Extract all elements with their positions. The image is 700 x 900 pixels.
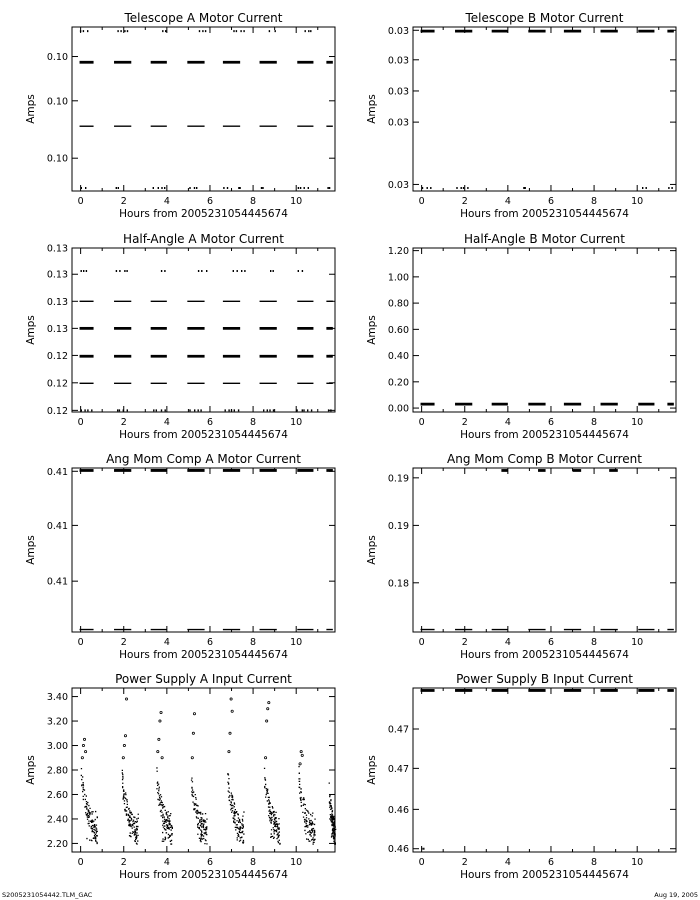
ps-a-outlier-point [161, 757, 163, 759]
half-a-y-tick-label: 0.13 [46, 269, 68, 281]
tel-a-level-4-points [189, 187, 197, 189]
ps-a-x-tick-label: 4 [163, 857, 170, 868]
ang-b-y-tick-label: 0.18 [387, 578, 409, 590]
half-b-y-tick-label: 0.20 [387, 377, 409, 389]
ps-a-outlier-point [123, 744, 125, 746]
half-a-level-1-points [233, 270, 246, 272]
ps-a-y-tick-label: 3.40 [46, 692, 68, 704]
tel-a-chart [25, 11, 335, 220]
ps-a-outlier-point [268, 702, 270, 704]
tel-a-plot-frame [72, 27, 335, 191]
half-a-level-6-points [81, 409, 93, 411]
half-a-y-tick-label: 0.12 [46, 378, 68, 390]
ps-a-y-axis-label: Amps [25, 755, 37, 785]
ang-a-x-tick-label: 2 [120, 637, 127, 648]
half-a-y-tick-label: 0.13 [46, 296, 68, 308]
tel-a-level-1-points [80, 30, 89, 32]
ang-a-title: Ang Mom Comp A Motor Current [106, 452, 301, 466]
half-a-level-6-points [225, 409, 240, 411]
ps-a-outlier-point [84, 751, 86, 753]
tel-a-level-4-points [223, 187, 228, 189]
tel-b-level-2-points [668, 187, 673, 189]
ps-a-y-tick-label: 3.00 [46, 741, 68, 753]
ps-b-y-tick-label: 0.47 [387, 724, 409, 736]
ps-a-burst-points [81, 768, 98, 844]
ps-b-x-tick-label: 8 [591, 857, 598, 868]
half-a-y-tick-label: 0.12 [46, 405, 68, 417]
ang-b-y-tick-label: 0.19 [387, 473, 409, 485]
ps-a-outlier-point [300, 751, 302, 753]
ps-b-x-tick-label: 0 [418, 857, 425, 868]
half-a-level-1-points [81, 270, 88, 272]
half-a-y-tick-label: 0.12 [46, 350, 68, 362]
tel-a-title: Telescope A Motor Current [124, 11, 283, 25]
ang-b-x-tick-label: 8 [591, 637, 598, 648]
ps-a-outlier-point [266, 720, 268, 722]
half-a-y-tick-label: 0.13 [46, 243, 68, 255]
ps-a-burst-points [191, 778, 208, 845]
half-a-level-6-points [117, 409, 128, 411]
half-a-level-1-points [116, 270, 128, 272]
half-b-x-tick-label: 4 [504, 417, 511, 428]
tel-a-y-tick-label: 0.10 [46, 153, 68, 165]
tel-a-x-tick-label: 2 [120, 196, 127, 207]
half-b-x-tick-label: 0 [418, 417, 425, 428]
tel-b-plot-frame [413, 27, 676, 191]
ang-b-plot-frame [413, 468, 676, 632]
ps-a-x-tick-label: 10 [290, 857, 303, 868]
footer-left-label: S2005231054442.TLM_GAC [2, 891, 93, 899]
half-a-x-axis-label: Hours from 2005231054445674 [119, 429, 288, 441]
ang-b-y-tick-label: 0.19 [387, 520, 409, 532]
tel-b-chart [366, 11, 676, 220]
half-b-y-tick-label: 0.60 [387, 324, 409, 336]
ps-a-outlier-point [229, 732, 231, 734]
tel-a-level-1-points [199, 30, 206, 32]
tel-a-x-tick-label: 6 [206, 196, 213, 207]
ps-b-x-tick-label: 4 [504, 857, 511, 868]
ang-b-x-tick-label: 2 [461, 637, 468, 648]
ps-a-x-tick-label: 0 [77, 857, 84, 868]
tel-b-level-2-points [422, 187, 432, 189]
half-a-x-tick-label: 6 [206, 417, 213, 428]
ps-a-outlier-point [124, 735, 126, 737]
half-a-level-6-points [189, 409, 201, 411]
half-a-y-axis-label: Amps [25, 315, 37, 345]
tel-a-level-1-points [233, 30, 244, 32]
ang-b-x-tick-label: 6 [547, 637, 554, 648]
ps-b-plot-frame [413, 688, 676, 852]
ang-a-x-tick-label: 8 [250, 637, 257, 648]
ang-a-y-tick-label: 0.41 [46, 466, 68, 478]
half-b-y-tick-label: 1.20 [387, 246, 409, 258]
tel-b-y-tick-label: 0.03 [387, 117, 409, 129]
half-a-level-6-points [153, 409, 166, 411]
tel-b-y-axis-label: Amps [366, 94, 378, 124]
tel-b-title: Telescope B Motor Current [465, 11, 624, 25]
tel-a-y-tick-label: 0.10 [46, 96, 68, 108]
ang-b-x-axis-label: Hours from 2005231054445674 [460, 649, 629, 661]
ps-a-y-tick-label: 3.20 [46, 716, 68, 728]
tel-a-level-1-points [305, 30, 312, 32]
tel-a-level-4-points [116, 187, 119, 189]
tel-b-y-tick-label: 0.03 [387, 25, 409, 37]
ang-a-x-tick-label: 4 [163, 637, 170, 648]
tel-b-y-tick-label: 0.03 [387, 86, 409, 98]
ps-a-outlier-point [83, 738, 85, 740]
ps-a-outlier-point [231, 710, 233, 712]
half-b-x-tick-label: 10 [631, 417, 644, 428]
half-a-level-1-points [198, 270, 208, 272]
ps-a-x-tick-label: 8 [250, 857, 257, 868]
half-a-x-tick-label: 8 [250, 417, 257, 428]
ps-a-outlier-point [82, 744, 84, 746]
ang-a-x-axis-label: Hours from 2005231054445674 [119, 649, 288, 661]
ps-a-outlier-point [160, 711, 162, 713]
half-a-chart [25, 232, 335, 441]
ps-a-outlier-point [122, 757, 124, 759]
half-a-x-tick-label: 10 [290, 417, 303, 428]
half-a-level-1-points [270, 270, 274, 272]
ang-a-chart [25, 452, 335, 661]
tel-b-level-2-points [523, 187, 526, 189]
tel-a-y-axis-label: Amps [25, 94, 37, 124]
ps-a-x-axis-label: Hours from 2005231054445674 [119, 869, 288, 881]
ps-a-title: Power Supply A Input Current [115, 672, 292, 686]
ps-a-x-tick-label: 2 [120, 857, 127, 868]
half-a-level-6-points [296, 409, 312, 411]
ps-b-y-tick-label: 0.46 [387, 844, 409, 856]
tel-a-level-4-points [261, 187, 264, 189]
ang-b-x-tick-label: 10 [631, 637, 644, 648]
tel-b-x-tick-label: 4 [504, 196, 511, 207]
ps-b-x-axis-label: Hours from 2005231054445674 [460, 869, 629, 881]
half-b-x-tick-label: 2 [461, 417, 468, 428]
tel-b-y-tick-label: 0.03 [387, 179, 409, 191]
ang-a-y-tick-label: 0.41 [46, 520, 68, 532]
ps-a-outlier-point [230, 698, 232, 700]
ps-a-burst-points [264, 768, 281, 845]
half-a-x-tick-label: 2 [120, 417, 127, 428]
tel-a-x-tick-label: 8 [250, 196, 257, 207]
ps-b-x-tick-label: 2 [461, 857, 468, 868]
ps-a-outlier-point [157, 751, 159, 753]
half-b-plot-frame [413, 248, 676, 412]
ps-a-outlier-point [191, 757, 193, 759]
ang-a-y-axis-label: Amps [25, 535, 37, 565]
ang-b-x-tick-label: 0 [418, 637, 425, 648]
ps-a-chart [25, 672, 336, 881]
half-b-title: Half-Angle B Motor Current [464, 232, 625, 246]
ps-b-chart [366, 672, 676, 881]
half-a-x-tick-label: 4 [163, 417, 170, 428]
ps-b-level-2-points [421, 848, 424, 850]
ps-a-outlier-point [158, 738, 160, 740]
footer-date-label: Aug 19, 2005 [654, 891, 698, 899]
tel-b-x-tick-label: 10 [631, 196, 644, 207]
ps-a-outlier-point [193, 713, 195, 715]
ps-a-outlier-point [125, 698, 127, 700]
tel-a-level-4-points [298, 187, 309, 189]
ang-a-x-tick-label: 0 [77, 637, 84, 648]
half-b-x-tick-label: 8 [591, 417, 598, 428]
tel-a-x-axis-label: Hours from 2005231054445674 [119, 208, 288, 220]
half-b-x-tick-label: 6 [547, 417, 554, 428]
tel-a-y-tick-label: 0.10 [46, 52, 68, 64]
ang-a-x-tick-label: 6 [206, 637, 213, 648]
ps-a-y-tick-label: 2.20 [46, 838, 68, 850]
ps-a-outlier-point [264, 757, 266, 759]
half-a-level-6-points [263, 409, 274, 411]
tel-b-x-tick-label: 2 [461, 196, 468, 207]
ps-b-y-tick-label: 0.47 [387, 763, 409, 775]
half-a-title: Half-Angle A Motor Current [123, 232, 284, 246]
half-b-x-axis-label: Hours from 2005231054445674 [460, 429, 629, 441]
half-b-y-tick-label: 0.00 [387, 403, 409, 415]
half-b-y-tick-label: 0.40 [387, 351, 409, 363]
ang-a-plot-frame [72, 468, 335, 632]
ang-b-chart [366, 452, 676, 661]
tel-a-level-1-points [269, 30, 276, 32]
ps-a-outlier-point [81, 757, 83, 759]
half-a-x-tick-label: 0 [77, 417, 84, 428]
ps-b-y-axis-label: Amps [366, 755, 378, 785]
tel-a-x-tick-label: 4 [163, 196, 170, 207]
tel-a-level-4-points [238, 187, 241, 189]
tel-a-level-4-points [327, 187, 330, 189]
tel-a-level-4-points [153, 187, 166, 189]
half-a-level-1-points [161, 270, 166, 272]
tel-b-level-2-points [642, 187, 647, 189]
ang-b-y-axis-label: Amps [366, 535, 378, 565]
half-a-level-1-points [298, 270, 304, 272]
ps-b-title: Power Supply B Input Current [456, 672, 633, 686]
tel-b-x-tick-label: 6 [547, 196, 554, 207]
ps-a-outlier-point [228, 751, 230, 753]
ang-a-x-tick-label: 10 [290, 637, 303, 648]
tel-a-level-1-points [162, 30, 166, 32]
tel-a-level-1-points [117, 30, 128, 32]
half-a-y-tick-label: 0.13 [46, 323, 68, 335]
ps-a-y-tick-label: 2.60 [46, 789, 68, 801]
ang-b-x-tick-label: 4 [504, 637, 511, 648]
ps-a-x-tick-label: 6 [206, 857, 213, 868]
ps-a-outlier-point [267, 708, 269, 710]
ps-a-outlier-point [159, 720, 161, 722]
half-a-plot-frame [72, 248, 335, 412]
ps-a-outlier-point [301, 754, 303, 756]
ps-b-x-tick-label: 10 [631, 857, 644, 868]
tel-b-level-2-points [456, 187, 468, 189]
ps-a-burst-points [122, 770, 139, 845]
tel-b-y-tick-label: 0.03 [387, 55, 409, 67]
tel-a-level-4-points [81, 187, 87, 189]
ps-a-burst-points [298, 766, 315, 845]
ang-a-y-tick-label: 0.41 [46, 576, 68, 588]
ps-a-y-tick-label: 2.80 [46, 765, 68, 777]
half-b-chart [366, 232, 676, 441]
ps-a-outlier-point [192, 732, 194, 734]
ps-a-burst-points [156, 767, 173, 844]
ang-b-title: Ang Mom Comp B Motor Current [447, 452, 642, 466]
tel-a-x-tick-label: 10 [290, 196, 303, 207]
tel-b-x-axis-label: Hours from 2005231054445674 [460, 208, 629, 220]
ps-a-burst-points [227, 773, 244, 844]
tel-b-x-tick-label: 8 [591, 196, 598, 207]
half-b-y-axis-label: Amps [366, 315, 378, 345]
half-b-y-tick-label: 1.00 [387, 272, 409, 284]
ps-a-y-tick-label: 2.40 [46, 814, 68, 826]
ps-b-y-tick-label: 0.46 [387, 804, 409, 816]
tel-b-x-tick-label: 0 [418, 196, 425, 207]
ps-b-x-tick-label: 6 [547, 857, 554, 868]
tel-a-x-tick-label: 0 [77, 196, 84, 207]
ps-a-outlier-point [299, 763, 301, 765]
half-b-y-tick-label: 0.80 [387, 298, 409, 310]
